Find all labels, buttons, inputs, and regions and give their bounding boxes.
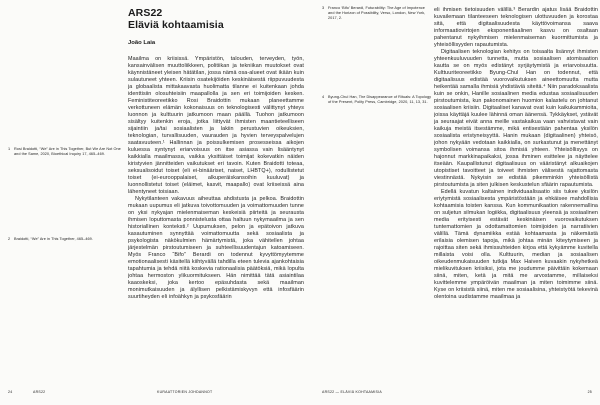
footnote-text: Rosi Braidotti, “We” Are in This Together, But We Are Not One and the Same, 2020, Bioethical Inquiry 17, 465–469. (14, 147, 121, 156)
footer-page-number: 24 (8, 390, 13, 394)
footnote-number: 2 (8, 237, 11, 241)
title-line-2: Eläviä kohtaamisia (128, 19, 224, 31)
footnote (322, 6, 432, 21)
footer-running-title: ARS22 — ELÄVIÄ KOHTAAMISIA (322, 390, 382, 394)
right-page-text-column (434, 7, 598, 301)
page-title (128, 7, 304, 31)
footnote (8, 147, 124, 157)
footnote-text: Byung-Chul Han, The Disappearance of Rituals: A Topology of the Present, Polity Press, Cambridge, 2020, 11, 13, 31. (328, 95, 432, 104)
footnote-text: Braidotti, “We” Are in This Together, 465–469. (14, 237, 93, 241)
footnote-number: 4 (322, 95, 325, 99)
footer-page-number: 25 (587, 390, 592, 394)
body-paragraph: Nykytilanteen vakavuus aiheuttaa ahdistusta ja pelkoa. Braidottin mukaan uupumus eli jatkuva toivottomuuden ja voimattomuuden tunne on yksi nykyajan mielenmaiseman keskeisiä piirteitä ja seurausta ihmisen loputtomasta ponnistelusta ottaa haltuun nykymaailma ja sen historiallinen konteksti.² Uupumuksen, pelon ja epätoivon jatkuva kasautuminen synnyttää voimattomuutta sekä sosiaalista ja psykologista näkökulmien hämärtymistä, joka vähitellen johtaa järjestelmän pirstoutumiseen ja suhteellisuudentajun katoamiseen. Myös Franco “Bifo” Berardi on todennut kyvyttömyytemme emotionaalisesti käsitellä kiihtyvällä tahdilla eteen tulevia ajankohtaisia tapahtumia ja tehdä niitä koskevia rationaalisia päätöksiä, mikä lopulta johtaa hermoston ylikuormitukseen. Hän nimittää tätä asiaintilaa kaaoskeksi, joka kertoo epäsuhdasta sekä maailman monimutkaisuuden ja älyllisen pelkistämiskyvyn että infosfäärin suurtiheyden eli infoähkyn ja psykosfäärin (128, 196, 304, 300)
footer-section-title: KURAATTORIEN JOHDANNOT (157, 390, 213, 394)
body-paragraph: Maailma on kriisissä. Ympäristön, talouden, terveyden, työn, kansainvälisen muuttoliikkeen, politiikan ja tekniikan muutokset ovat käynnistäneet yleisen hätätilan, jossa nämä osa-alueet ovat ikään kuin sulautuneet yhteen. Kriisin osatekijöiden keskinäisestä riippuvuudesta ja globaalista mittakaavasta huolimatta tilanne ei kuitenkaan johda identtisiin olosuhteisiin maapallolla ja sen eri toimijoiden kesken. Feministiteoreetikko Rosi Braidottin mukaan planeettamme verkottuneen elämän kokonaisuus on teknologisesti välittynyt yhteys luonnon ja kulttuurin jatkumoon maan päällä. Tuohon jatkumoon sisältyy kuitenkin eroja, jotka liittyvät ihmisten maantieteelliseen sijaintiin ja/tai sosiaalisten ja lakiin perustuvien oikeuksien, teknologian, turvallisuuden, vaurauden ja hyvien terveyspalvelujen saatavuuteen.¹ Hallinnan ja poissulkemisen prosesseissa aikojen kuluessa syntynyt eriarvoisuus on itse asiassa vain lisääntynyt kaikkialla maailmassa, vaikka yksittäiset toimijat kokevatkin näiden kiristyvien jännitteiden vaikutukset eri tavoin. Kuten Braidotti toteaa, seksualisoidut toiset (eli ei-binääriset, naiset, LHBTQ+), rodullistetut toiset (ei-eurooppalaiset, alkuperäiskansoihin kuuluvat) ja luonnollistetut toiset (eläimet, kasvit, maapallo) ovat kriiseissä aina lähentyneet toisiaan. (128, 56, 304, 195)
footer-book-title: ARS22 (33, 390, 46, 394)
essay-body-right (434, 7, 598, 301)
body-paragraph: Digitaalisen teknologian kehitys on toisaalta lisännyt ihmisten yhteenkuuluvuuden tunnetta, mutta sosiaalisen atomisaation kautta se on myös edistänyt syrjäytymistä ja eriarvoisuutta. Kulttuuriteoreetikko Byung-Chul Han on todennut, että digitaalisuus edistää vuorovaikutuksen aineettomuutta mutta heikentää samalla ihmisiä yhdistäviä siteitä.⁴ Niin paradoksaalista kuin se onkin, Hanille sosiaalinen media edustaa sosiaalisuuden pirstoutumista, kun pakonomainen huomion kalastelu on johtanut sosiaalisen kriisiin. Digitaaliset kanavat ovat kuin kaikukammioita, joissa käyttäjä kuulee lähinnä oman äänensä. Tykkäykset, ystävät ja seuraajat eivät anna meille vastakaikua vaan vahvistavat vain kaikuja meistä itsestämme, mikä entisestään pahentaa yksilön sosiaalista eristyneisyyttä. Hanin mukaan (digitaalinen) yhteisö, johon nykyään vedotaan kaikkialla, on surkastunut ja menettänyt symbolisen voimansa sitoa ihmisiä yhteen. Yhteisöllisyys on hajonnut markkinapaikaksi, jossa ihminen esittelee ja näyttelee itseään. Kaupallistunut digitaalisuus on vääristänyt alkuaikojen utopistiset tavoitteet ja toiveet ihmisten välisestä rajattomasta viestinnästä. Nykyisin se edistää pikemminkin yhteisöllistä pirstoutumista ja siten julkisen keskustelun sfäärin rapautumista. (434, 49, 598, 188)
author-name: João Laia (128, 40, 156, 46)
footnote-number: 3 (322, 6, 325, 10)
footnote-text: Franco ‘Bifo’ Berardi, Futurability: The Age of Impotence and the Horizon of Possibility, Verso, London, New York, 2017, 2. (328, 6, 426, 20)
body-paragraph: Edellä kuvatun kaltainen individuaalisaatio siis tukee yksilön eriytymistä sosiaalisesta ympäristöstään ja ehkäisee mahdollisia kohtaamisia toisten kanssa. Kun kommunikaation rakennemallina on suljetun silmukan logiikka, digitaalisuus yleensä ja sosiaalinen media erityisesti estävät keskinäisen vuorovaikutuksen tuntemattomien ja odottamattomien toimijoiden ja narratiivien välillä. Tämä dynamiikka estää kohtaamasta ja näkemästä erilaisia olemisen tapoja, mikä johtaa minän kiteytymiseen ja rajoittaa siten sekä ihmissuhteiden kirjoa että kykyämme kuvitella millaista voisi olla. Kulttuurin, median ja sosiaalisen oikeudenmukaisuuden tutkija Max Haiven kuvaakin nykyhetkeä mielikuvituksen kriisiksi, jota me joudumme päivittäin kokemaan siinä, miten, ketä ja mitä me arvostamme, millaiseksi kuvittelemme ympäröivän maailman ja miten toimimme siinä. Kyse on kriisistä siinä, miten me sosiaalisina, yhteistyötä tekevinä olentoina uudistamme maailmaa ja (434, 189, 598, 300)
footnote (8, 237, 124, 242)
body-paragraph: eli ihmisen tietoisuuden välillä.³ Berardin ajatus lisää Braidottin kuvailemaan tilanteeseen teknologisen ulottuvuuden ja korostaa sitä, että digitaalisuudesta käyttövoimansa saava informaatiovirtojen eksponentiaalinen kasvu on osaltaan pahentanut nykyihmisen mielenmaiseman kuormittumista ja yhteisöllisyyden rapautumista. (434, 7, 598, 48)
footnote (322, 95, 432, 105)
footnote-number: 1 (8, 147, 11, 151)
left-page-text-column (128, 7, 304, 301)
essay-body-left (128, 56, 304, 301)
title-line-1: ARS22 (128, 7, 163, 19)
